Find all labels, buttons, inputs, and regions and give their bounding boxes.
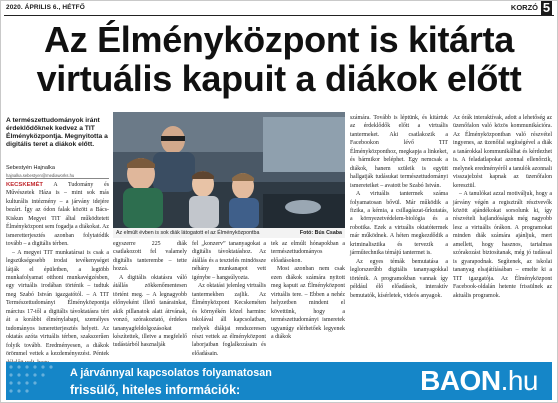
article-column-5: [350, 114, 448, 359]
photo-illustration: [113, 112, 345, 228]
article-photo: [113, 112, 345, 228]
column-4-text: tek az elmúlt hónapokban a természettudományos előadásokon.: [271, 241, 345, 264]
photo-caption-bar: [113, 228, 345, 238]
article-lead: A természettudományok iránt érdeklődőknek kedvez a TIT Élményközpontja. Megnyitotta a digitális teret a diákok előtt.: [6, 117, 108, 148]
column-1-text-2: – A megyei TIT munkatársai is csak a legszükségesebb irodai tevékenységet látják el épületben, a legtöbb munkafolyamat otthoni munkavégzésben, egy virtuális irodában történik – tudtuk meg Szabó István igazgatótól. – A TIT Természettudományi Élményközpontja március 17-től a digitális távoktatásra tért át a korábbi élménylabapi, személyes tudományos ismeretterjesztés helyett. Az oktatás azóta virtuális térben, szakszerűen folyik tovább. Eredményesen, a diákok örömmel vettek a kezdeményezést. Péntek: [6, 249, 109, 358]
column-4-text-2: Most azonban nem csak ezen diákok számára nyitott meg kapuit az Élményközpont virtuális tere. – Ebben a nehéz helyzetben mindent el követtünk, hogy a természettudományi ismeretek ugyanúgy elérhetőek legyenek a diákok: [271, 266, 345, 340]
dot-pattern-icon: [6, 362, 66, 400]
logo-main: BAON: [420, 365, 501, 396]
column-2-text: egyszerre 225 diák csatlakozott fel valamely digitális tanterembe – tette hozzá.: [113, 241, 187, 273]
column-5-text-3: Az egyes témák bemutatása a leglorszerűbb digitális tananyagokkal történik. A programokban vannak így például élő előadások, interaktív bemutatók, kísérletek, videós anyagok.: [350, 258, 448, 299]
column-6-text-2: – A tanulókat azzal motiváljuk, hogy a járvány végén a regisztrált résztvevők között ajándékokat sorsolunk ki, így részvételi hajlandóságuk még nagyobb lesz a virtuális órákon. A programokat minden diák számára ajánljuk, mert amellett, hogy hasznos, tartalmas szórakozást biztosítanak, még jó tudással is gyarapodnak. Segítenek, az iskolai tananyag elsajátításában – emelte ki a TIT igazgatója. Az Élményközpont Facebook-oldalán hetente frissülnek az aktuális programok.: [453, 191, 552, 299]
byline: [6, 165, 109, 179]
article-kicker: KECSKEMÉT: [6, 182, 43, 188]
column-2-text-2: A digitális oktatásra váló átállás zökkenőmentesen történt meg. – A legnagyobb előnyeként illető tanárainkat, akik pillanatok alatt átrvának, vonzó, szórakoztató, érdekes tananyagfeldolgozásokat készítettek, illetve a megfelelő tudástárból hasznalják: [113, 274, 187, 349]
column-1-text: A Tudomány és Művészetek Háza is – mint sok más kulturális intézmény – a járvány idejére bezárt. Így az ódon falak között a Bács-Kiskun Megyei TIT által működtetett Élményközpont sem fogadja a diákokat. Az ismeretterjesztés azonban folytatódik tovább – a digitális térben.: [6, 182, 109, 248]
ad-line-1: A járvánnyal kapcsolatos folyamatosan: [70, 367, 272, 379]
page-number: 5: [542, 0, 551, 15]
article-headline: Az Élményközpont is kitárta virtuális kapuit a diákok előtt: [36, 19, 522, 99]
baon-banner-ad[interactable]: [6, 362, 552, 400]
column-1-paragraph: [6, 181, 109, 249]
column-5-text: számára. Tovább is léptünk, és kitártuk az érdeklődők előtt a virtuális tantermeket. Aki csatlakozik a Facebookon lévő TIT Élményközponthoz, megkapja a linkeket, és bármikor beléphet. Egy nemcsak a diákok, hanem szüleik is együtt hallgatják tudásukat természettudományi ismereteiket – avatott be Szabó István.: [350, 115, 448, 189]
baon-logo: [420, 364, 538, 398]
article-column-4: [271, 240, 345, 359]
page-header: [4, 0, 554, 16]
article-column-6: [453, 114, 552, 359]
author-email: hajnalka.sebestyen@mediaworks.hu: [6, 173, 75, 178]
column-5-text-2: A virtuális tantermek száma folyamatosan bővül. Már működik a fizika, a kémia, a csillagászat-űrkutatás, a környezetvédelem-biológia és a robotika. Ezek a virtuális oktatótermek már működnek. A héten megkezdődik a kriminalisztika és tervezik a járműtechnika témájú tantermet is.: [350, 191, 448, 257]
column-3-text-2: Az oktatási jelenleg virtuális tantermekben zajlik. Az Élményközpont Kecskeméten és környékén közel harminc iskolával áll kapcsolatban, melyek diákjai rendszeresen részt vettek az élményközpont laborjaiban foglalkozásain és előadásain.: [192, 283, 266, 357]
article-column-1: [6, 181, 109, 359]
photo-credit: Fotó: Bús Csaba: [299, 230, 342, 236]
article-column-3: [192, 240, 266, 359]
issue-date: 2020. ÁPRILIS 6., HÉTFŐ: [6, 4, 85, 11]
ad-line-2: frissülő, hiteles információk:: [70, 383, 241, 397]
author-name: Sebestyén Hajnalka: [6, 165, 55, 171]
photo-caption: Az elmúlt évben is sok diák látogatott el az Élményközpontba: [116, 230, 260, 236]
logo-tld: .hu: [500, 365, 538, 396]
column-6-text: Az órák interaktívak, adott a lehetőség az üzenőfalon való közös kommunikációra. Az Élményközpontban való részvétel ingyenes, az üzenőfal segítségével a diák a tanárokkal kommunikálhat és kérdezhet is. A feladatlapokat azonnal ellenőrzik, melynek eredményéről a tanulók azonnali visszajelzést kapnak az üzenőfalon keresztül.: [453, 115, 552, 189]
section-name: KORZÓ: [510, 3, 538, 12]
article-column-2: [113, 240, 187, 359]
sidebar-rule: [6, 178, 109, 179]
column-3-text: fel „konzerv” tananyagokat a digitális távoktatáshoz. Az átállás és a tesztelés mindössze néhány munkanapot vett igénybe – hangsúlyozta.: [192, 241, 266, 281]
